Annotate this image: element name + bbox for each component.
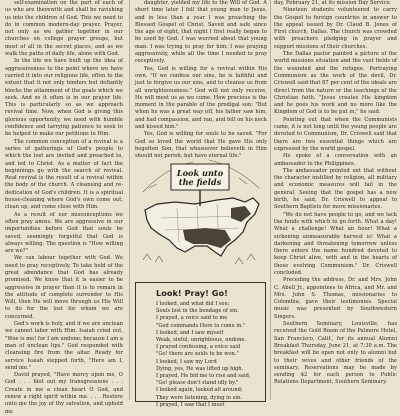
paragraph: As a result of our misconceptions we often pray amiss. We are aggressive in our importunities before God that souls be saved, seemingly forgetful that God is always willing. The question is "How willing are we?": [5, 211, 123, 255]
paragraph: self-examination on the part of each of us who are therewith and shall be ravishing us into the children of God. This we need to do in common modern-day prayer. Prayer, not only as we gather together in our churches on college prayer groups, but most of all in the secret places, and as we walk the paths of daily life, alone with God.: [5, 0, 123, 58]
paragraph: He spoke of a conversation with an ambassador to the Philippines.: [274, 153, 397, 167]
map-caption-line: Look unto: [176, 168, 224, 178]
poem-line: I looked, I saw my Lord: [156, 358, 217, 365]
poem-line: Dying, yes, He was lifted up high.: [156, 365, 244, 372]
poem-line: I looked again, looked all around;: [156, 387, 243, 394]
paragraph: David prayed, "Have mercy upon me, O God . . . blot out my transgressions . . . Create in me a clean heart O God, and renew a right spirit within me. . . . Restore unto me the joy of thy salvation, and uphold me: [5, 372, 123, 415]
paragraph: Southern Seminary, Louisville, has received the Gold Room of the Palmore Hotel, San Francisco, Calif., for its annual Alumni Breakfast Thursday, June 21, at 7:30 a.m. The breakfast will be open not only to alumni but to their wives and other friends of the seminary. Reservations may be made by sending $2 for each person to Public Relations Department, Southern Seminary.: [274, 321, 397, 386]
map-caption-line: the fields: [178, 177, 222, 187]
paragraph: Yes, God is willing for souls to be saved. "For God so loved the world that He gave His only begotten Son, that whosoever believeth in Him should not perish, but have eternal life.": [135, 131, 267, 160]
paragraph: In the life we have built up the idea of aggressiveness to the point where we have carried it into our religious life, often to the extent that it not only hinders but defiantly blocks the attainment of the goals which we seek. And so it often is in our prayer life. This is particularly so as we approach revival time. Now, when God is giving this glorious opportunity, we need with humble confidence and tarrying patience to seek to be helped to make our petitions to Him.: [5, 58, 123, 138]
paragraph: The ambassador pointed out that without the character instilled by religion, all military and economic measures will fail in the general. Seeing that the gospel has a new birth, he said, Dr. Criswell to appeal to Southern Baptists for more missionaries.: [274, 167, 397, 211]
poem-line: Souls lost in the bondage of sin.: [156, 308, 239, 315]
poem-box: [135, 282, 266, 408]
map-caption: [174, 169, 226, 187]
column-divider: [129, 0, 130, 400]
middle-column: [135, 0, 267, 161]
paragraph: Pointing out that when the Communists came, it is not long until the young people are devoted to Communism, Dr. Criswell said that there are two essential things which are expressed by the world gospel.: [274, 116, 397, 152]
poem-line: I prayed, He bid me to rise and said,: [156, 373, 251, 380]
poem-line: I looked, and I saw myself: [156, 329, 224, 336]
poem-line: I prayed, I saw that I must: [156, 401, 225, 408]
paragraph: Nineteen students volunteered to carry the Gospel to foreign countries in answer to the appeal issued by Dr. Claud B. Jones of First church, Dallas. The church was crowded with preachers pledging in prayer and support missions of their churches.: [274, 7, 397, 50]
poem-line: I prayed confessing, a voice said: [156, 344, 241, 351]
paragraph: God's work is holy, and if we are unclean we cannot labor with Him. Isaiah cried out, "Woe is me! for I am undone; because I am a man of unclean lips." God responded with cleansing fire from the altar. Ready for service Isaiah stepped forth, "Here am I, send me.": [5, 321, 123, 371]
paragraph: "We do not have people to go, and we lack the funds with which to go forth. What a day! What a challenge! What an hour! What a sickening unmeasurable harvest is! What a darkening and threatening tomorrow unless there enters the name hundred devoted to keep Christ alive, with and in the hearts of those evolving Communism." Dr. Criswell concluded.: [274, 211, 397, 276]
left-column: [5, 0, 123, 416]
paragraph: Preceding the address, Dr. and Mrs. John C. Abell Jr., appointees to Africa, and Mr. and Mrs. John S. Thomas, missionaries to Colombia, gave their testimonies. Special music was presented by Southwestern Singers.: [274, 277, 397, 320]
paragraph: Yes, God is willing for a revival within His own. "If we confess our sins, he is faithful and just to forgive us our sins, and to cleanse us from all unrighteousness." God will not only receive, He will meet us as we come. How precious is the moment in the parable of the prodigal son: "But when he was a great way off, his father saw him, and had compassion, and ran, and fell on his neck and kissed him.": [135, 65, 267, 131]
poem-line: I looked, and what did I see;: [156, 301, 230, 307]
poem-line: I prayed, a voice said to me: [156, 315, 228, 322]
paragraph: daughter, yielded my life to the Will of God. A short time later I fell that young man to Jesus, and in less than a year I was preaching the Blessed Gospel of Christ. Saved and safe since the age of eight, that night I first really began to be used by God. I was worried about that young man. I was trying to pray for him; I was praying aggressively, while all the time I needed to pray receptively.: [135, 0, 267, 65]
poem-line: "Go! please don't stand idly by.": [156, 380, 239, 387]
paragraph: The Dallas pastor painted a picture of the world missions situation and the vast fields of the wounded and the refugee. Portraying Communism as the work of the devil, Dr. Criswell said that 87 per cent of the ideals are direct from the nature or the teachings of the Christian faith. "Jesus creates His kingdom and he goes his work and no more like the Kingdom of God is to be put in," he said.: [274, 51, 397, 116]
poem-line: Weak, sinful, unrighteous, undone.: [156, 337, 246, 344]
poem-title: Look! Pray! Go!: [156, 288, 228, 298]
column-divider: [270, 0, 271, 400]
paragraph: day, February 21, at its mission Day Service.: [274, 0, 392, 6]
right-column: [274, 0, 397, 387]
poem-line: "Go! there are souls to be won.": [156, 351, 239, 358]
paragraph: The common conception of a revival is a series of gatherings of God's people to which the lost are invited and preached to, and led to Christ. As a matter of fact the beginnings go with the search of revival. Real revival is the result of a revival within the body of the church. A cleansing and re-dedication of God's children. It is a spiritual house-cleaning where God's own come out, clean up, and come close with Him.: [5, 138, 123, 211]
poem-line: "God commands Here to come in.": [156, 322, 246, 329]
poem-line: They were listening, dying in sin.: [156, 394, 242, 401]
map-illustration: [135, 148, 267, 278]
paragraph: We can labour together with God. We need to pray receptively. To take hold of the great abundance that God has already promised. We know that it is easier to be aggressive in prayer than it is to remain in the attitude of complete surrender to His Will, then He will move through us His Will to do for the lost for whom we are concerned.: [5, 255, 123, 320]
